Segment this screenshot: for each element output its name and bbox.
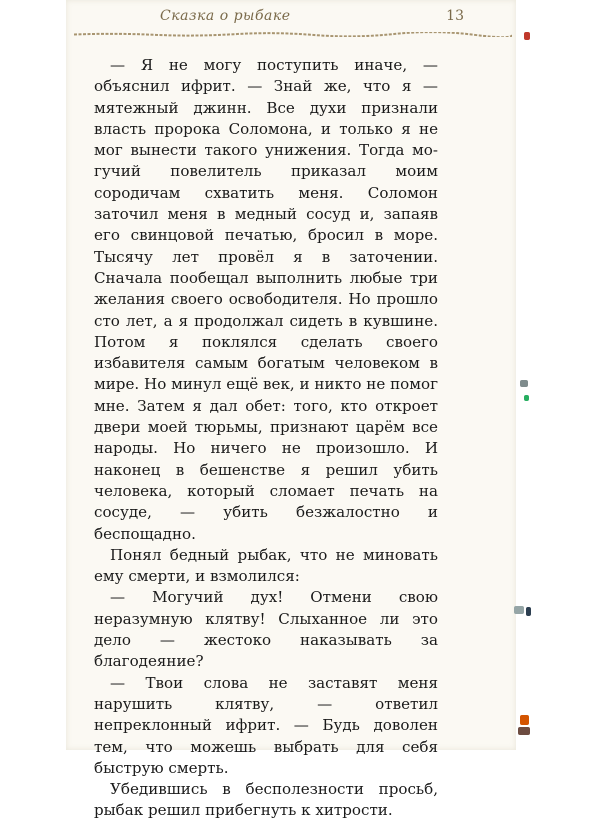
decorative-speck	[514, 606, 524, 614]
paragraph: Убедившись в бесполезности просьб, рыбак решил прибегнуть к хитрости.	[94, 780, 438, 820]
decorative-speck	[520, 715, 529, 725]
decorative-speck	[524, 32, 530, 40]
paragraph: — Могучий дух! Отмени свою неразумную клятву! Слыханное ли это дело — жестоко наказывать за благодеяние?	[94, 588, 438, 671]
paragraph: — Твои слова не заставят меня нарушить клятву, — ответил непреклонный ифрит. — Будь доволен тем, что можешь выбрать для себя быструю смерть.	[94, 673, 438, 777]
paragraph: — Я не могу поступить иначе, — объяснил ифрит. — Знай же, что я — мятежный джинн. Все духи признали власть пророка Соломона, и только я не мог вынести такого унижения. Тогда могучий повелитель приказал моим сородичам схватить меня. Соломон заточил меня в медный сосуд и, запаяв его свинцовой печатью, бросил в море. Тысячу лет провёл я в заточении. Сначала пообещал выполнить любые три желания своего освободителя. Но прошло сто лет, а я продолжал сидеть в кувшине. Потом я поклялся сделать своего избавителя самым богатым человеком в мире. Но минул ещё век, и никто не помог мне. Затем я дал обет: того, кто откроет двери моей тюрьмы, признают царём все народы. Но ничего не произошло. И наконец в бешенстве я решил убить человека, который сломает печать на сосуде, — убить безжалостно и беспощадно.	[94, 56, 438, 543]
page-number: 13	[446, 8, 464, 24]
body-text	[94, 55, 438, 822]
next-page-edge	[516, 0, 600, 750]
decorative-speck	[524, 395, 529, 401]
paragraph: Понял бедный рыбак, что не миновать ему смерти, и взмолился:	[94, 545, 438, 586]
decorative-speck	[526, 607, 531, 616]
running-header	[80, 6, 510, 34]
running-title: Сказка о рыбаке	[160, 8, 291, 24]
header-divider	[74, 32, 512, 37]
decorative-speck	[520, 380, 528, 387]
decorative-speck	[518, 727, 530, 735]
